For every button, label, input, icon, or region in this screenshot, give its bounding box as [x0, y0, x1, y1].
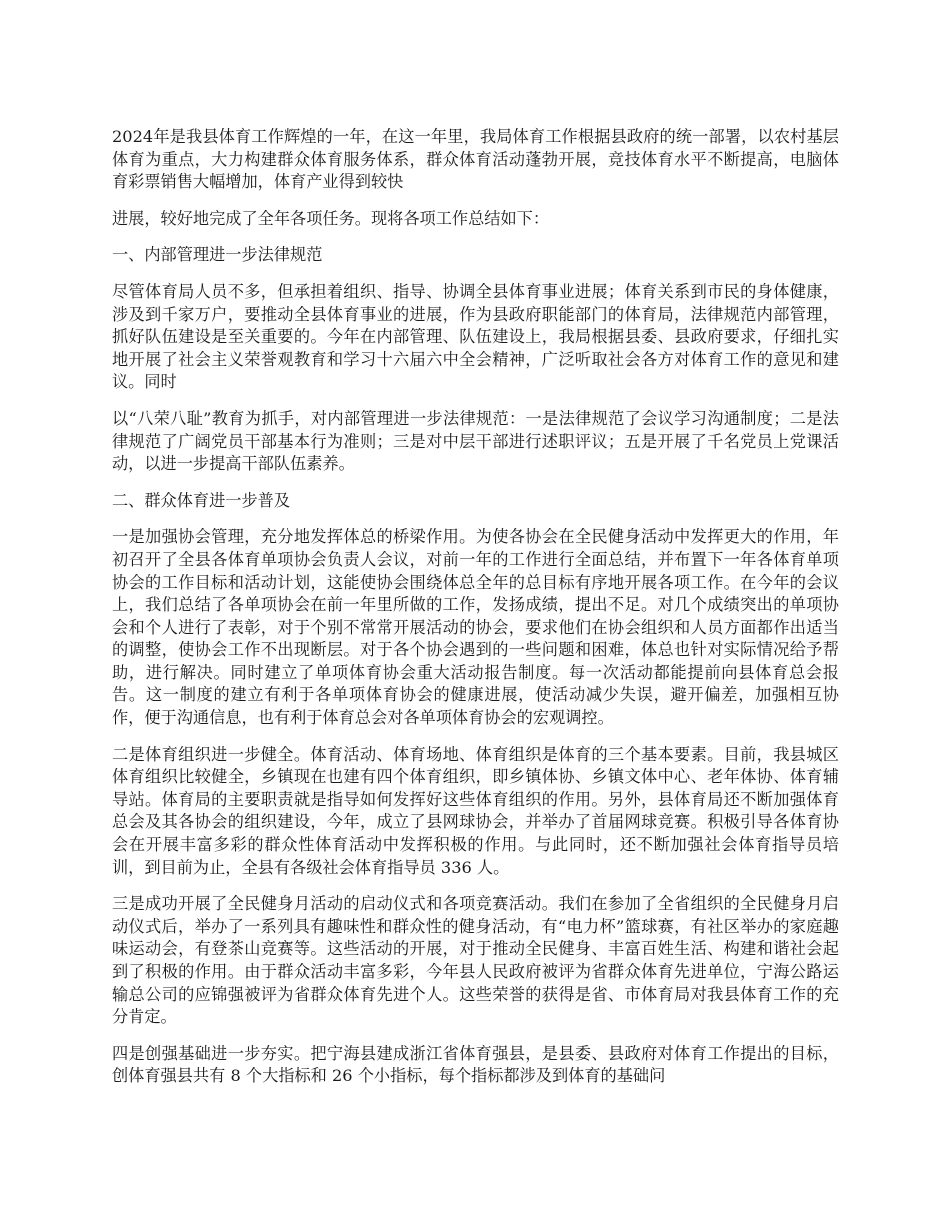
association-management-paragraph: 一是加强协会管理，充分地发挥体总的桥梁作用。为使各协会在全民健身活动中发挥更大的作用，年初召开了全县各体育单项协会负责人会议，对前一年的工作进行全面总结，并布置下一年各体育单项协会的工作目标和活动计划，这能使协会围绕体总全年的总目标有序地开展各项工作。在今年的会议上，我们总结了各单项协会在前一年里所做的工作，发扬成绩，提出不足。对几个成绩突出的单项协会和个人进行了表彰，对于个别不常常开展活动的协会，要求他们在协会组织和人员方面都作出适当的调整，使协会工作不出现断层。对于各个协会遇到的一些问题和困难，体总也针对实际情况给予帮助，进行解决。同时建立了单项体育协会重大活动报告制度。每一次活动都能提前向县体育总会报告。这一制度的建立有利于各单项体育协会的健康进展，使活动减少失误，避开偏差，加强相互协作，便于沟通信息，也有利于体育总会对各单项体育协会的宏观调控。: [112, 527, 839, 728]
intro-continuation-paragraph: 进展，较好地完成了全年各项任务。现将各项工作总结如下：: [112, 208, 550, 228]
internal-management-continuation-paragraph: 以“八荣八耻”教育为抓手，对内部管理进一步法律规范：一是法律规范了会议学习沟通制度；二是法律规范了广阔党员干部基本行为准则；三是对中层干部进行述职评议；五是开展了千名党员上党课活动，以进一步提高干部队伍素养。: [112, 408, 839, 474]
section-heading-mass-sports: 二、群众体育进一步普及: [112, 490, 291, 510]
internal-management-paragraph: 尽管体育局人员不多，但承担着组织、指导、协调全县体育事业进展；体育关系到市民的身体健康，涉及到千家万户，要推动全县体育事业的进展，作为县政府职能部门的体育局，法律规范内部管理，抓好队伍建设是至关重要的。今年在内部管理、队伍建设上，我局根据县委、县政府要求，仔细扎实地开展了社会主义荣誉观教育和学习十六届六中全会精神，广泛听取社会各方对体育工作的意见和建议。同时: [112, 281, 839, 392]
sports-county-foundation-paragraph: 四是创强基础进一步夯实。把宁海县建成浙江省体育强县，是县委、县政府对体育工作提出的目标，创体育强县共有 8 个大指标和 26 个小指标，每个指标都涉及到体育的基础问: [112, 1043, 839, 1086]
document-body: [112, 126, 839, 1102]
section-heading-internal-management: 一、内部管理进一步法律规范: [112, 245, 323, 265]
intro-paragraph: 2024年是我县体育工作辉煌的一年，在这一年里，我局体育工作根据县政府的统一部署，以农村基层体育为重点，大力构建群众体育服务体系，群众体育活动蓬勃开展，竞技体育水平不断提高，电脑体育彩票销售大幅增加，体育产业得到较快: [112, 127, 839, 192]
sports-organization-paragraph: 二是体育组织进一步健全。体育活动、体育场地、体育组织是体育的三个基本要素。目前，我县城区体育组织比较健全，乡镇现在也建有四个体育组织，即乡镇体协、乡镇文体中心、老年体协、体育辅导站。体育局的主要职责就是指导如何发挥好这些体育组织的作用。另外，县体育局还不断加强体育总会及其各协会的组织建设，今年，成立了县网球协会，并举办了首届网球竞赛。积极引导各体育协会在开展丰富多彩的群众性体育活动中发挥积极的作用。与此同时，还不断加强社会体育指导员培训，到目前为止，全县有各级社会体育指导员 336 人。: [112, 744, 839, 877]
fitness-month-paragraph: 三是成功开展了全民健身月活动的启动仪式和各项竞赛活动。我们在参加了全省组织的全民健身月启动仪式后，举办了一系列具有趣味性和群众性的健身活动，有“电力杯”篮球赛，有社区举办的家庭趣味运动会，有登茶山竞赛等。这些活动的开展，对于推动全民健身、丰富百姓生活、构建和谐社会起到了积极的作用。由于群众活动丰富多彩，今年县人民政府被评为省群众体育先进单位，宁海公路运输总公司的应锦强被评为省群众体育先进个人。这些荣誉的获得是省、市体育局对我县体育工作的充分肯定。: [112, 894, 839, 1027]
